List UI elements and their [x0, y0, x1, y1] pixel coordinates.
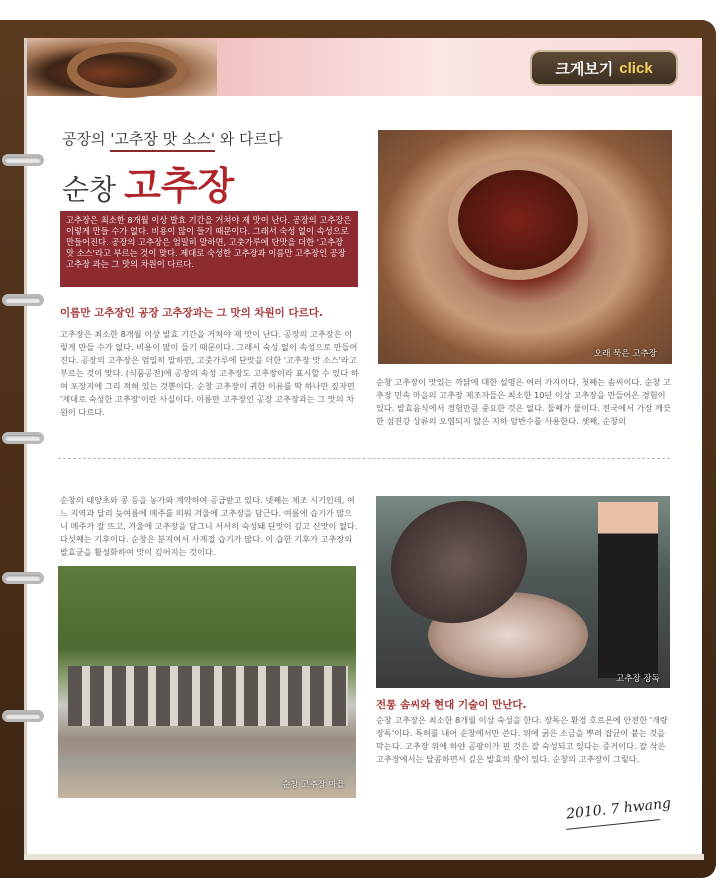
subtitle-prefix: 공장의 [62, 130, 106, 148]
woman-figure-shape [598, 502, 658, 678]
click-label: click [619, 59, 653, 77]
jar-rim-shape [67, 42, 187, 98]
section2-body: 순창 고추장은 최소한 8개월 이상 숙성을 한다. 장독은 환경 호르몬에 안전한 '개량 장독'이다. 특허를 내어 순창에서만 쓴다. 위에 굵은 소금을 뿌려 잡균이 붙는 것을 막는다. 고추장 위에 하얀 곰팡이가 핀 것은 잘 숙성되고 있다는 증거이다. 잘 삭은 고추장에서는 달콤하면서 깊은 발효의 향이 있다. 순창의 고추장이 그렇다. [376, 715, 668, 764]
subtitle-quote: '고추장 맛 소스' [110, 130, 215, 152]
title-region: 순창 [62, 173, 117, 206]
binder-ring [2, 572, 44, 584]
left-text-2: 순창의 태양초와 콩 등을 농가와 계약하여 공급받고 있다. 넷째는 제조 시기인데, 여느 지역과 달리 늦여름에 메주를 띄워 겨울에 고추장을 담근다. 여름에 습기가 많으니 메주가 잘 뜨고, 겨울에 고추장을 담그니 서서히 숙성돼 단맛이 깊고 신맛이 없다. 다섯째는 기후이다. 순창은 분지여서 사계절 습기가 많다. 이 습한 기후가 고추장의 발효균을 활성화하여 맛이 깊어지는 것이다. [60, 495, 358, 557]
title-main: 고추장 [124, 163, 235, 208]
binder-ring [2, 432, 44, 444]
intro-box: 고추장은 최소한 8개월 이상 발효 기간을 거쳐야 제 맛이 난다. 공장의 고추장은 이렇게 만들 수가 없다. 비용이 많이 들기 때문이다. 그래서 숙성 없이 속성으로 만들어진다. 공장의 고추장은 엄밀히 말하면, 고춧가루에 단맛을 더한 '고추장 맛 소스'라고 부르는 것이 맞다. 제대로 숙성한 고추장과 이름만 고추장인 공장 고추장 과는 그 맛의 차원이 다르다. [60, 211, 358, 287]
enlarge-label: 크게보기 [555, 60, 614, 78]
photo1-caption: 오래 묵은 고추장 [594, 349, 657, 359]
subtitle-suffix: 와 다르다 [219, 130, 283, 148]
photo3-caption: 고추장 장독 [616, 674, 660, 684]
section1-body: 고추장은 최소한 8개월 이상 발효 기간을 거쳐야 제 맛이 난다. 공장의 고추장은 이렇게 만들 수가 없다. 비용이 많이 들기 때문이다. 그래서 숙성 없이 속성으로 만들어진다. 공장의 고추장은 엄밀히 말하면, 고춧가루에 단맛을 더한 '고추장 맛 소스'라고 부르는 것이 맞다. (식품공전)에 공장의 속성 고추장도 고추장이라 표시할 수 있다 하여 포장지에 그리 적혀 있는 것뿐이다. 순창 고추장이 귀한 이유를 딱 하나만 짚자면 '제대로 숙성한 고추장'이란 사실이다. 이름만 고추장인 공장 고추장과는 그 맛의 차원이 다르다. [60, 329, 359, 417]
binder-ring [2, 710, 44, 722]
header-jar-photo [27, 38, 217, 96]
section-divider [58, 458, 670, 459]
jar-opening-shape [448, 160, 588, 280]
village-roofs-shape [68, 666, 348, 726]
right-text-1: 순창 고추장이 맛있는 까닭에 대한 설명은 여러 가지이다. 첫째는 솜씨이다. 순창 고추장 민속 마을의 고추장 제조자들은 최소한 10년 이상 고추장을 만들어온 경험이 있다. 발효음식에서 경험만큼 중요한 것은 없다. 둘째가 물이다. 전국에서 가장 깨끗한 섬진강 상류의 오염되지 않은 지하 암반수를 사용한다. 셋째, 순창의 [376, 377, 671, 426]
jar-lid-photo [376, 496, 670, 688]
binder-ring [2, 154, 44, 166]
section1-heading: 이름만 고추장인 공장 고추장과는 그 맛의 차원이 다르다. [60, 307, 323, 319]
village-photo [58, 566, 356, 798]
page-shadow [24, 854, 704, 860]
road-shape [58, 756, 356, 798]
author-signature: 2010. 7 hwang [565, 795, 672, 823]
binder-ring [2, 294, 44, 306]
photo2-caption: 순창 고추장 마을 [282, 780, 345, 790]
section2-heading: 전통 솜씨와 현대 기술이 만난다. [376, 699, 527, 711]
article-subtitle [62, 128, 283, 149]
article-title [62, 155, 234, 210]
aged-gochujang-photo [378, 130, 672, 364]
enlarge-view-button[interactable] [530, 50, 678, 86]
